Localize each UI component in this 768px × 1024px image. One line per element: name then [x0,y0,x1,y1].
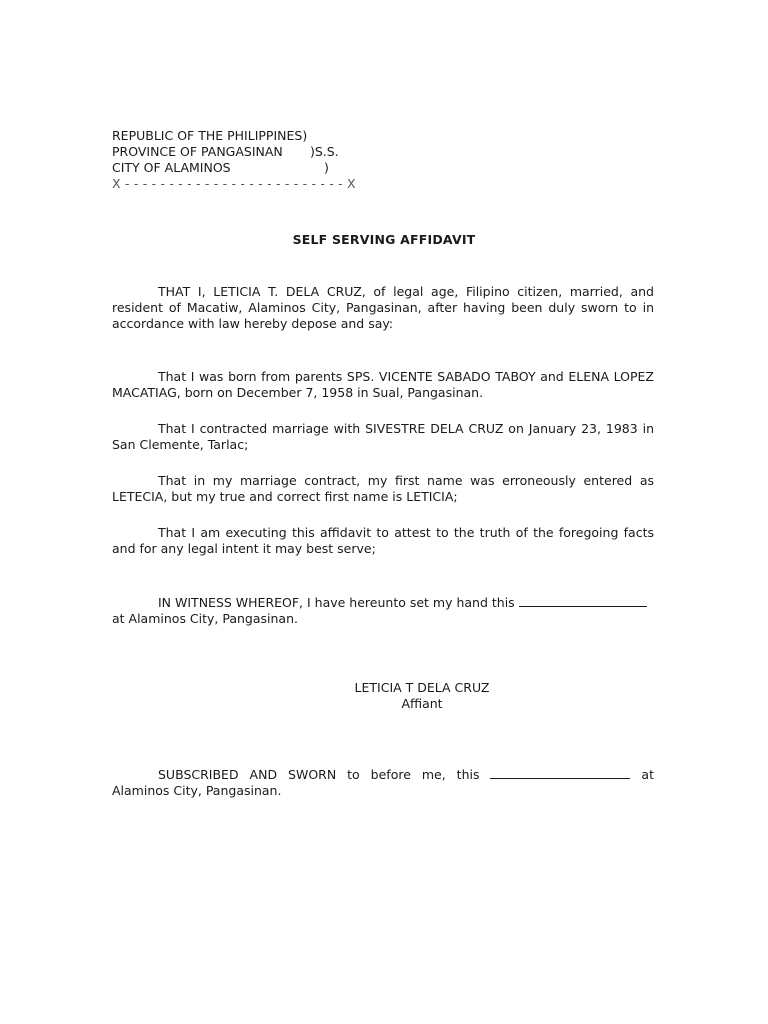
intro-paragraph: THAT I, LETICIA T. DELA CRUZ, of legal age, Filipino citizen, married, and resident of Macatiw, Alaminos City, Pangasinan, after having been duly sworn to in accordance with law hereby depose and say: [112,284,654,331]
witness-text-before: IN WITNESS WHEREOF, I have hereunto set my hand this [158,595,515,610]
statement-marriage: That I contracted marriage with SIVESTRE DELA CRUZ on January 23, 1983 in San Clemente, Tarlac; [112,421,654,452]
witness-date-blank[interactable] [519,594,647,607]
jurat-text-after: at Alaminos City, Pangasinan. [112,767,654,798]
venue-city-paren: ) [324,160,329,175]
venue-line-province [112,144,392,160]
venue-line-city [112,160,392,176]
venue-city-text: CITY OF ALAMINOS [112,160,231,175]
venue-line-republic [112,128,392,144]
witness-paragraph [112,594,654,627]
venue-ss-mark: )S.S. [310,144,339,159]
document-title: SELF SERVING AFFIDAVIT [292,232,476,247]
jurat-text-before: SUBSCRIBED AND SWORN to before me, this [158,767,480,782]
venue-republic-text: REPUBLIC OF THE PHILIPPINES) [112,128,308,143]
jurat-paragraph [112,766,654,799]
affiant-role: Affiant [401,696,443,711]
venue-block [112,128,392,192]
witness-text-after: at Alaminos City, Pangasinan. [112,611,298,626]
statement-birth: That I was born from parents SPS. VICENTE SABADO TABOY and ELENA LOPEZ MACATIAG, born on December 7, 1958 in Sual, Pangasinan. [112,369,654,400]
statement-name-error: That in my marriage contract, my first name was erroneously entered as LETECIA, but my true and correct first name is LETICIA; [112,473,654,504]
statement-purpose: That I am executing this affidavit to attest to the truth of the foregoing facts and for any legal intent it may best serve; [112,525,654,556]
affiant-name: LETICIA T DELA CRUZ [354,680,490,695]
jurat-date-blank[interactable] [490,766,630,779]
venue-separator: X - - - - - - - - - - - - - - - - - - - - - - - - - X [112,176,356,191]
venue-province-text: PROVINCE OF PANGASINAN [112,144,283,159]
